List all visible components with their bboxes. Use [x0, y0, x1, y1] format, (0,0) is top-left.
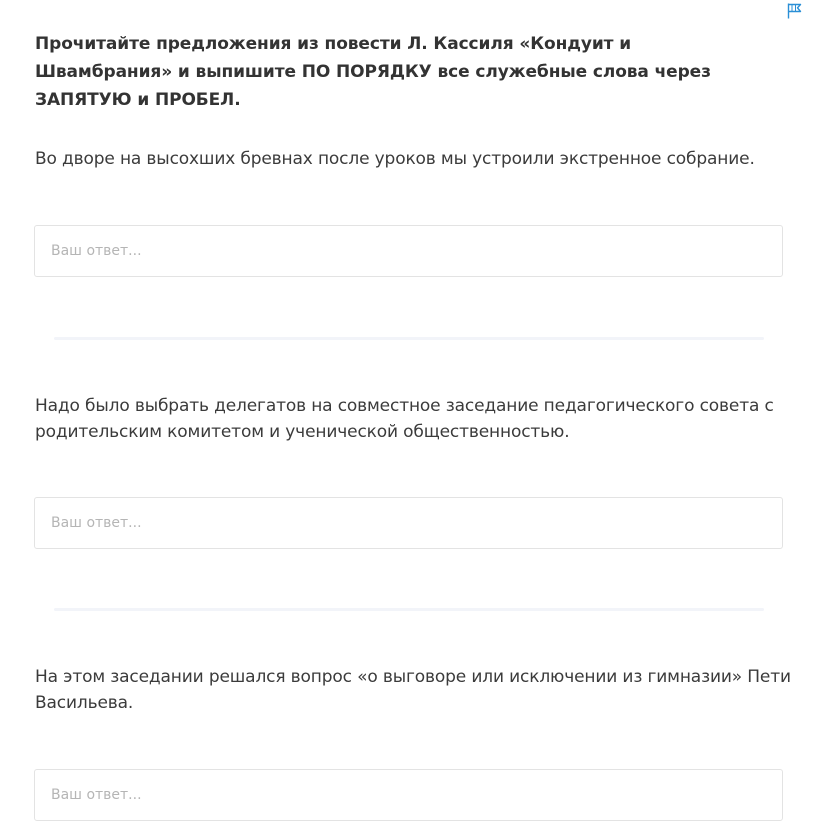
flag-icon[interactable] — [787, 3, 803, 19]
question-1-answer-input[interactable] — [34, 225, 783, 277]
section-divider — [54, 337, 764, 340]
question-2-answer-input[interactable] — [34, 497, 783, 549]
question-3-answer-input[interactable] — [34, 769, 783, 821]
question-3-sentence: На этом заседании решался вопрос «о выговоре или исключении из гимназии» Пети Васильева. — [35, 667, 791, 713]
question-2-sentence: Надо было выбрать делегатов на совместное заседание педагогического совета с родительским комитетом и ученической общественностью. — [35, 396, 774, 442]
question-1-sentence: Во дворе на высохших бревнах после уроков мы устроили экстренное собрание. — [35, 149, 755, 169]
task-instruction: Прочитайте предложения из повести Л. Кассиля «Кондуит и Швамбрания» и выпишите ПО ПОРЯДКУ все служебные слова через ЗАПЯТУЮ и ПРОБЕЛ. — [35, 34, 711, 110]
section-divider — [54, 608, 764, 611]
